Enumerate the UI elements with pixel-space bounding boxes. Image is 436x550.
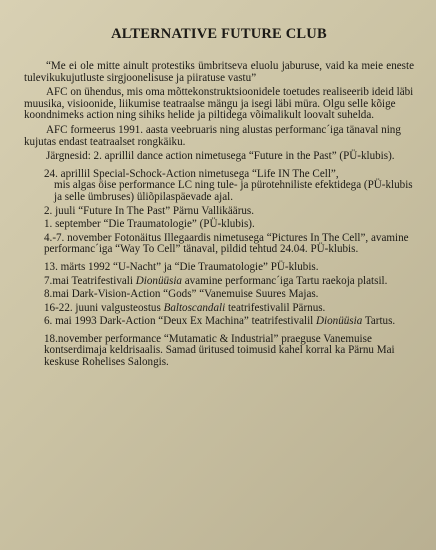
event-text: 7.mai Teatrifestivali xyxy=(44,274,136,287)
afc-intro-paragraph: AFC on ühendus, mis oma mõttekonstruktsioonidele toetudes realiseerib ideid läbi muusika, visioonide, liikumise teatraalse mängu ja isegi läbi müra. Olgu selle kõige koondnimeks action ning sihiks helide ja piltidega võimalikult loovalt suhelda. xyxy=(24,86,414,122)
event-item: 2. juuli “Future In The Past” Pärnu Vallikäärus. xyxy=(44,204,255,217)
event-item: 4.-7. november Fotonäitus Illegaardis nimetusega “Pictures In The Cell”, avamine performanc´iga “Way To Cell” tänaval, pildid tehtud 24.04. PÜ-klubis. xyxy=(44,231,409,256)
event-item xyxy=(24,316,414,328)
next-events-paragraph: Järgnesid: 2. aprillil dance action nimetusega “Future in the Past” (PÜ-klubis). xyxy=(46,150,395,163)
event-item: 8.mai Dark-Vision-Action “Gods” “Vanemuise Suures Majas. xyxy=(44,288,319,301)
event-item: 1. september “Die Traumatologie” (PÜ-klubis). xyxy=(44,218,255,231)
event-item: 18.november performance “Mutamatic & Industrial” praeguse Vanemuise kontserdimaja keldrisaalis. Samad üritused toimusid kahel korral ka Pärnu Mai keskuse Rohelises Salongis. xyxy=(44,332,395,369)
festival-name: Baltoscandali xyxy=(163,301,226,314)
event-text: 16-22. juuni valgusteostus xyxy=(44,301,164,314)
manifesto-quote: “Me ei ole mitte ainult protestiks ümbritseva eluolu jaburuse, vaid ka meie eneste tulevikukujutluste sirgjoonelisuse ja piiratuse vastu” xyxy=(24,60,414,84)
formed-paragraph: AFC formeerus 1991. aasta veebruaris ning alustas performanc´iga tänaval ning kujutas endast teatraalset rongkäiku. xyxy=(24,123,401,148)
festival-name: Dionüüsia xyxy=(316,315,363,328)
document-title: ALTERNATIVE FUTURE CLUB xyxy=(111,26,327,42)
event-item: 13. märts 1992 “U-Nacht” ja “Die Traumatologie” PÜ-klubis. xyxy=(44,260,319,273)
event-text: teatrifestivalil Pärnus. xyxy=(225,301,326,314)
event-item: 24. aprillil Special-Schock-Action nimetusega “Life IN The Cell”, xyxy=(44,167,339,180)
festival-name: Dionüüsia xyxy=(135,274,182,287)
event-text: 6. mai 1993 Dark-Action “Deux Ex Machina” teatrifestivalil xyxy=(44,315,317,328)
event-item xyxy=(24,276,414,288)
event-text: Tartus. xyxy=(362,315,396,328)
event-text: avamine performanc´iga Tartu raekoja platsil. xyxy=(181,274,388,287)
event-item xyxy=(24,303,414,315)
event-item-detail: mis algas öise performance LC ning tule- ja pürotehniliste efektidega (PÜ-klubis ja selle ümbruses) üliõpilaspäevade ajal. xyxy=(54,179,413,203)
